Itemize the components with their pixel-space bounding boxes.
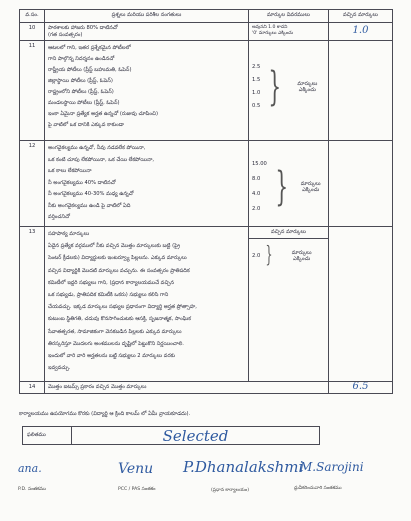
header-sno: వ.సం. (20, 10, 45, 23)
score-label: ఎక్కించు (302, 187, 320, 194)
signature-image: ana. (18, 462, 42, 475)
criteria-line: జిల్లాస్థాయి పోటీలు (ప్రీస్ట్, ఓపెన్) (48, 78, 113, 85)
criteria-line: ఒక సభ్యుడు, ప్రాతిపదిక కమిటీకి ఒకరు) సభ్యులు కలిసి గాని (48, 292, 169, 298)
criteria-line: పై వాటిలో ఒక దానికి ఎక్కువ కాకుండా (48, 122, 125, 129)
row-awarded (329, 41, 393, 141)
score-value: 1.0 (252, 90, 261, 97)
criteria-line: ఇంకా ఏమైనా ప్రత్యేక అర్హత ఉన్నచో (రుజువు చూపించి) (48, 111, 159, 118)
details-line: అవునని 1.0 కాదని (252, 25, 288, 30)
score-value: 2.0 (252, 252, 261, 259)
score-value: 4.0 (252, 191, 261, 198)
header-awarded: వచ్చిన మార్కులు (329, 10, 393, 23)
row-details (249, 141, 329, 227)
row-number: 11 (20, 41, 45, 141)
header-details: మార్కుల వివరములు (249, 10, 329, 23)
signature-image: M.Sarojini (300, 460, 364, 474)
marks-table (19, 9, 393, 394)
table-row (20, 227, 393, 382)
criteria-line: ఇవ్వవచ్చు. (48, 365, 71, 372)
criteria-line: పాఠశాలకు హాజరు 80% దాటినచో (48, 25, 118, 31)
brace-glyph: } (265, 243, 273, 269)
brace-glyph: } (275, 164, 288, 211)
row-details (249, 41, 329, 141)
signature-image: Venu (118, 461, 154, 477)
signature-pd (18, 462, 78, 493)
criteria-line: రాష్ట్రంలోని పోటీలు (ప్రీస్ట్, ఓపెన్) (48, 89, 114, 96)
header-criteria: ప్రశ్నలు మరియు పరిశీల నంగతులు (45, 10, 249, 23)
score-label: ఎక్కించు (293, 256, 311, 263)
row-criteria (45, 23, 249, 41)
criteria-line: ఇందులో వారి వారి అర్హతలను బట్టి సభ్యులు 2 మార్కులు వరకు (48, 353, 176, 360)
criteria-line: సెంటర్ క్రీడలకు) విద్యార్థులకు ఇంటర్వ్యూ పిల్లలను. ఎక్కువ మార్కులు (48, 255, 187, 262)
criteria-line: తిరస్కరిస్తూ మొదలగు అంశములను దృష్టిలో పెట్టుకొని నిర్ణయించాలి. (48, 340, 184, 347)
score-value: 2.5 (252, 64, 261, 71)
score-value: 0.5 (252, 103, 261, 110)
criteria-line: కుటుంబ స్థితిగతి, చదువు కొనసాగించుటకు ఆసక్తి, సృజనాత్మక, సాంఘిక (48, 316, 191, 323)
criteria-line: మొత్తం ఐటమ్స్ ప్రకారం వచ్చిన మొత్తం మార్కులు (48, 384, 147, 391)
row-criteria (45, 382, 329, 394)
score-value: 15.00 (252, 161, 267, 168)
signature-verifier (294, 460, 400, 492)
criteria-line: ఒక కాలు లేకపోయినా (48, 168, 92, 175)
criteria-line: కమిటీలో ఇద్దరి సభ్యులు గాని, (ప్రధాన కార్యాలయముచే వచ్చిన (48, 279, 175, 286)
office-use-note: కార్యాలయము ఉపయోగము కొరకు (విద్యార్థి ఆ క్రింది కాలమ్ లో ఏమీ వ్రాయకూడదు). (19, 411, 191, 417)
criteria-line: రాష్ట్రీయ పోటీలు (ప్రీస్ట్ బహుమతి, ఓపెన్) (48, 67, 132, 74)
awarded-value: 6.5 (352, 381, 369, 393)
criteria-line: నీకు అంగవైకల్యము ఉండి పై వాటిలో ఏది (48, 202, 131, 209)
table-row (20, 41, 393, 141)
row-criteria (45, 41, 249, 141)
row-criteria (45, 227, 249, 382)
criteria-line: వచ్చిన విద్యార్థికి మొదటి మార్కులు వచ్చును. ఈ సంవత్సరం ప్రాతిపదిక (48, 267, 190, 274)
criteria-line: నీ అంగవైకల్యము 40-30% మధ్య ఉన్నచో (48, 191, 134, 198)
row-awarded (329, 23, 393, 41)
details-heading: వచ్చిన మార్కులు (249, 227, 328, 239)
criteria-line: అంగవైకల్యము ఉన్నచో, నీవు నడవలేక పోయినా, (48, 145, 146, 152)
criteria-line: ఒక కంటి చూపు లేకపోయినా, ఒక చేయి లేకపోయినా, (48, 156, 155, 163)
result-label: ఫలితము (27, 432, 46, 439)
row-details (249, 23, 329, 41)
score-value: 1.5 (252, 77, 261, 84)
table-row (20, 382, 393, 394)
brace-glyph: } (268, 64, 282, 111)
awarded-value: 1.0 (352, 25, 369, 36)
criteria-line: గాని పాల్గొన్న నిదర్శనం ఉండినచో (48, 56, 115, 63)
score-value: 8.0 (252, 176, 261, 183)
signature-label: P.D. సంతకము (18, 487, 46, 492)
row-number: 12 (20, 141, 45, 227)
criteria-line: ఏదైన ప్రత్యేక వర్గములో నీకు వచ్చిన మొత్తం మార్కులుకు బట్టి (ప్రై (48, 243, 180, 250)
score-label: మార్కులు (291, 249, 312, 256)
row-number: 14 (20, 382, 45, 394)
row-awarded (329, 227, 393, 382)
criteria-line: ఆటలలో గాని, ఇతర ప్రశ్నేకమైన పోటీలలో (48, 45, 131, 52)
signature-label: ధ్రువీకరించువారి సంతకము (294, 486, 342, 491)
details-line: '0' మార్కులు ఎక్కించు (252, 30, 294, 36)
score-label: ఎక్కించు (298, 87, 316, 94)
criteria-line: వర్తించనిచో (48, 214, 70, 221)
score-value: 2.0 (252, 206, 261, 213)
result-value: Selected (71, 427, 319, 444)
signature-head-office (183, 458, 303, 494)
row-awarded (329, 382, 393, 394)
row-criteria (45, 141, 249, 227)
row-number: 13 (20, 227, 45, 382)
signature-label: PCC / PAS సంతకం (118, 487, 156, 492)
score-label: మార్కులు (300, 180, 321, 187)
table-header-row (20, 10, 393, 23)
row-awarded (329, 141, 393, 227)
criteria-line: నీ అంగవైకల్యము 40% దాటినచో (48, 179, 116, 186)
criteria-line: (గత సంవత్సరం) (48, 31, 83, 38)
signature-image: P.Dhanalakshmi (183, 458, 304, 476)
criteria-line: సేవాతత్పరత, సామాజికంగా వెనకబడిన పిల్లలకు ఎక్కువ మార్కులు (48, 328, 182, 335)
signature-label: (ప్రధాన కార్యాలయం) (211, 488, 250, 493)
criteria-heading: సహపాఠ్య మార్కులు (48, 231, 90, 238)
table-row (20, 141, 393, 227)
result-box (22, 426, 320, 445)
row-number: 10 (20, 23, 45, 41)
row-details (249, 227, 329, 382)
criteria-line: చేయవచ్చు. ఇక్కడ మార్కులు సభ్యుల ప్రధానంగా విద్యార్థి అర్హత ప్రోత్సాహ, (48, 304, 197, 311)
table-row (20, 23, 393, 41)
criteria-line: మండలస్థాయి పోటీలు (ప్రీస్ట్, ఓపెన్) (48, 100, 120, 107)
score-label: మార్కులు (297, 80, 318, 87)
